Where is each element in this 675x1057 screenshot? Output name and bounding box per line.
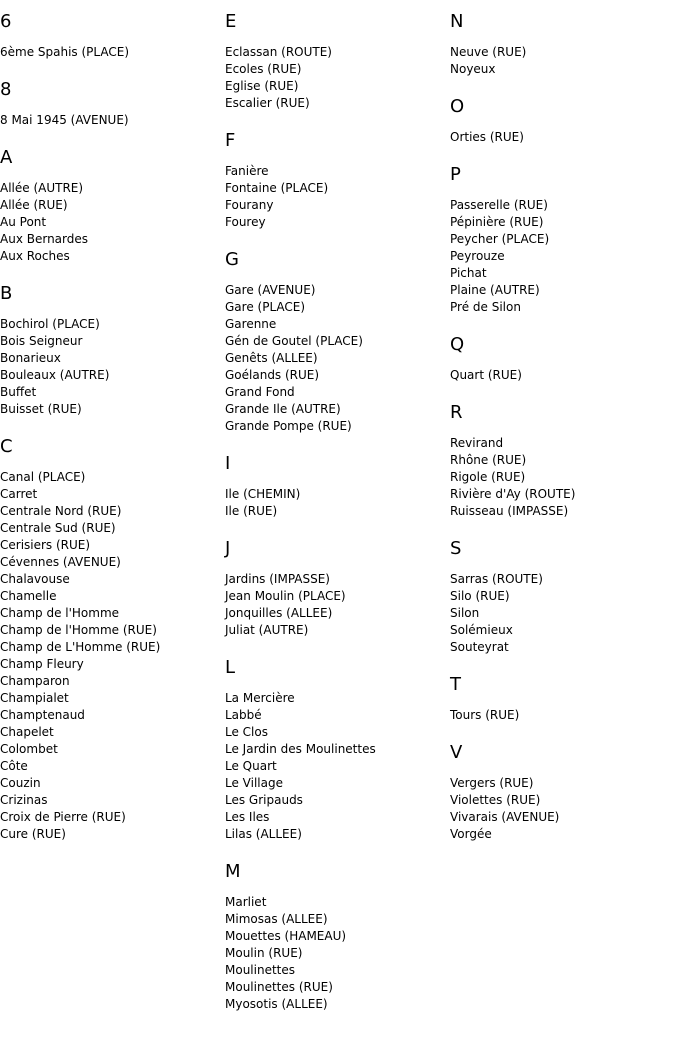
street-link[interactable]: Fanière bbox=[225, 164, 269, 178]
street-list bbox=[450, 129, 670, 146]
letter-heading: J bbox=[225, 538, 231, 559]
street-link[interactable]: Jardins (IMPASSE) bbox=[225, 572, 330, 586]
street-link[interactable]: Buisset (RUE) bbox=[0, 402, 82, 416]
street-link[interactable]: Myosotis (ALLEE) bbox=[225, 997, 328, 1011]
letter-heading: 6 bbox=[0, 11, 12, 32]
street-link[interactable]: Pré de Silon bbox=[450, 300, 521, 314]
letter-group bbox=[450, 403, 670, 520]
street-link[interactable]: Au Pont bbox=[0, 215, 47, 229]
street-link[interactable]: Vergers (RUE) bbox=[450, 776, 534, 790]
street-link[interactable]: Pichat bbox=[450, 266, 487, 280]
street-link[interactable]: Le Jardin des Moulinettes bbox=[225, 742, 376, 756]
street-link[interactable]: Noyeux bbox=[450, 62, 496, 76]
street-link[interactable]: Passerelle (RUE) bbox=[450, 198, 548, 212]
street-link[interactable]: Grande Ile (AUTRE) bbox=[225, 402, 341, 416]
street-link[interactable]: Les Gripauds bbox=[225, 793, 303, 807]
street-link[interactable]: Plaine (AUTRE) bbox=[450, 283, 540, 297]
street-link[interactable]: Chamelle bbox=[0, 589, 57, 603]
street-link[interactable]: Labbé bbox=[225, 708, 262, 722]
street-link[interactable]: Centrale Sud (RUE) bbox=[0, 521, 116, 535]
street-list bbox=[450, 435, 670, 520]
letter-group bbox=[225, 131, 445, 231]
street-link[interactable]: Gare (PLACE) bbox=[225, 300, 306, 314]
street-list bbox=[450, 197, 670, 316]
street-link[interactable]: Rivière d'Ay (ROUTE) bbox=[450, 487, 576, 501]
street-link[interactable]: Peycher (PLACE) bbox=[450, 232, 550, 246]
street-link[interactable]: Solémieux bbox=[450, 623, 513, 637]
street-index-column-1 bbox=[0, 0, 220, 862]
letter-group bbox=[450, 12, 670, 78]
street-link[interactable]: Champaron bbox=[0, 674, 70, 688]
street-link[interactable]: Cure (RUE) bbox=[0, 827, 66, 841]
letter-group bbox=[0, 284, 220, 418]
street-link[interactable]: Cévennes (AVENUE) bbox=[0, 555, 121, 569]
street-link[interactable]: Aux Bernardes bbox=[0, 232, 89, 246]
letter-group bbox=[0, 80, 220, 129]
street-link[interactable]: Grand Fond bbox=[225, 385, 295, 399]
street-link[interactable]: Champ de l'Homme (RUE) bbox=[0, 623, 157, 637]
letter-heading: P bbox=[450, 164, 461, 185]
street-link[interactable]: Canal (PLACE) bbox=[0, 470, 86, 484]
street-list bbox=[225, 163, 445, 231]
street-link[interactable]: Eclassan (ROUTE) bbox=[225, 45, 332, 59]
letter-group bbox=[450, 97, 670, 146]
letter-group bbox=[225, 862, 445, 1013]
street-link[interactable]: Croix de Pierre (RUE) bbox=[0, 810, 126, 824]
street-link[interactable]: Tours (RUE) bbox=[450, 708, 520, 722]
street-link[interactable]: Revirand bbox=[450, 436, 504, 450]
street-link[interactable]: 8 Mai 1945 (AVENUE) bbox=[0, 113, 129, 127]
street-link[interactable]: Ile (CHEMIN) bbox=[225, 487, 301, 501]
letter-group bbox=[0, 437, 220, 843]
street-link[interactable]: Orties (RUE) bbox=[450, 130, 524, 144]
street-list bbox=[0, 316, 220, 418]
letter-heading: A bbox=[0, 147, 13, 168]
street-link[interactable]: Le Village bbox=[225, 776, 283, 790]
street-link[interactable]: Chalavouse bbox=[0, 572, 70, 586]
street-link[interactable]: Garenne bbox=[225, 317, 277, 331]
letter-heading: 8 bbox=[0, 79, 12, 100]
street-link[interactable]: Gare (AVENUE) bbox=[225, 283, 316, 297]
street-link[interactable]: Gén de Goutel (PLACE) bbox=[225, 334, 363, 348]
letter-heading: M bbox=[225, 861, 241, 882]
street-list bbox=[225, 486, 445, 520]
street-link[interactable]: Ruisseau (IMPASSE) bbox=[450, 504, 569, 518]
street-list bbox=[450, 571, 670, 656]
street-link[interactable]: Bois Seigneur bbox=[0, 334, 83, 348]
street-list bbox=[225, 282, 445, 435]
letter-group bbox=[225, 539, 445, 639]
letter-heading: Q bbox=[450, 334, 465, 355]
street-link[interactable]: Lilas (ALLEE) bbox=[225, 827, 302, 841]
letter-group bbox=[450, 675, 670, 724]
letter-heading: G bbox=[225, 249, 239, 270]
street-link[interactable]: Rigole (RUE) bbox=[450, 470, 526, 484]
street-link[interactable]: Grande Pompe (RUE) bbox=[225, 419, 352, 433]
letter-group bbox=[225, 658, 445, 843]
street-link[interactable]: Souteyrat bbox=[450, 640, 509, 654]
street-list bbox=[225, 894, 445, 1013]
street-link[interactable]: Fourany bbox=[225, 198, 274, 212]
street-link[interactable]: Colombet bbox=[0, 742, 58, 756]
street-link[interactable]: Carret bbox=[0, 487, 38, 501]
street-list bbox=[225, 571, 445, 639]
street-list bbox=[0, 44, 220, 61]
letter-group bbox=[450, 165, 670, 316]
street-link[interactable]: Jonquilles (ALLEE) bbox=[225, 606, 333, 620]
street-link[interactable]: Mouettes (HAMEAU) bbox=[225, 929, 347, 943]
letter-heading: T bbox=[450, 674, 461, 695]
street-link[interactable]: Genêts (ALLEE) bbox=[225, 351, 318, 365]
street-link[interactable]: Quart (RUE) bbox=[450, 368, 522, 382]
letter-group bbox=[225, 454, 445, 520]
street-link[interactable]: Chapelet bbox=[0, 725, 54, 739]
letter-group bbox=[0, 148, 220, 265]
street-link[interactable]: Mimosas (ALLEE) bbox=[225, 912, 328, 926]
street-link[interactable]: Le Clos bbox=[225, 725, 268, 739]
letter-heading: N bbox=[450, 11, 464, 32]
street-link[interactable]: La Mercière bbox=[225, 691, 295, 705]
letter-heading: F bbox=[225, 130, 236, 151]
street-link[interactable]: Rhône (RUE) bbox=[450, 453, 527, 467]
street-link[interactable]: Violettes (RUE) bbox=[450, 793, 541, 807]
street-list bbox=[225, 44, 445, 112]
letter-group bbox=[225, 12, 445, 112]
street-list bbox=[450, 44, 670, 78]
street-link[interactable]: Cerisiers (RUE) bbox=[0, 538, 91, 552]
street-list bbox=[450, 775, 670, 843]
letter-heading: S bbox=[450, 538, 462, 559]
letter-group bbox=[225, 250, 445, 435]
street-link[interactable]: Allée (RUE) bbox=[0, 198, 68, 212]
street-link[interactable]: Marliet bbox=[225, 895, 267, 909]
letter-heading: B bbox=[0, 283, 13, 304]
letter-heading: O bbox=[450, 96, 465, 117]
letter-group bbox=[450, 539, 670, 656]
street-list bbox=[0, 469, 220, 843]
street-link[interactable]: Les Iles bbox=[225, 810, 270, 824]
street-index-column-2 bbox=[225, 0, 445, 1032]
street-link[interactable]: Champialet bbox=[0, 691, 69, 705]
letter-group bbox=[450, 743, 670, 843]
street-link[interactable]: Silon bbox=[450, 606, 480, 620]
street-link[interactable]: Champtenaud bbox=[0, 708, 85, 722]
street-list bbox=[450, 707, 670, 724]
letter-group bbox=[0, 12, 220, 61]
street-link[interactable]: Le Quart bbox=[225, 759, 277, 773]
street-link[interactable]: Juliat (AUTRE) bbox=[225, 623, 309, 637]
street-link[interactable]: Champ Fleury bbox=[0, 657, 84, 671]
street-link[interactable]: Allée (AUTRE) bbox=[0, 181, 84, 195]
street-link[interactable]: Fourey bbox=[225, 215, 266, 229]
street-link[interactable]: Aux Roches bbox=[0, 249, 70, 263]
street-link[interactable]: Sarras (ROUTE) bbox=[450, 572, 543, 586]
letter-group bbox=[450, 335, 670, 384]
street-link[interactable]: Jean Moulin (PLACE) bbox=[225, 589, 346, 603]
street-link[interactable]: Escalier (RUE) bbox=[225, 96, 310, 110]
street-link[interactable]: Ile (RUE) bbox=[225, 504, 278, 518]
street-link[interactable]: Buffet bbox=[0, 385, 37, 399]
street-link[interactable]: Crizinas bbox=[0, 793, 48, 807]
street-link[interactable]: Pépinière (RUE) bbox=[450, 215, 544, 229]
letter-heading: L bbox=[225, 657, 236, 678]
street-list bbox=[0, 112, 220, 129]
street-link[interactable]: Champ de L'Homme (RUE) bbox=[0, 640, 161, 654]
street-link[interactable]: Moulinettes bbox=[225, 963, 296, 977]
street-link[interactable]: Eglise (RUE) bbox=[225, 79, 299, 93]
letter-heading: C bbox=[0, 436, 13, 457]
street-link[interactable]: Moulinettes (RUE) bbox=[225, 980, 333, 994]
street-link[interactable]: Silo (RUE) bbox=[450, 589, 510, 603]
street-link[interactable]: Vivarais (AVENUE) bbox=[450, 810, 560, 824]
street-list bbox=[225, 690, 445, 843]
street-link[interactable]: Bonarieux bbox=[0, 351, 61, 365]
street-link[interactable]: Bouleaux (AUTRE) bbox=[0, 368, 110, 382]
street-link[interactable]: Vorgée bbox=[450, 827, 492, 841]
street-index-column-3 bbox=[450, 0, 670, 862]
street-link[interactable]: Couzin bbox=[0, 776, 41, 790]
street-list bbox=[0, 180, 220, 265]
street-link[interactable]: Fontaine (PLACE) bbox=[225, 181, 329, 195]
street-link[interactable]: 6ème Spahis (PLACE) bbox=[0, 45, 130, 59]
letter-heading: V bbox=[450, 742, 463, 763]
letter-heading: I bbox=[225, 453, 231, 474]
street-link[interactable]: Centrale Nord (RUE) bbox=[0, 504, 122, 518]
street-link[interactable]: Côte bbox=[0, 759, 28, 773]
street-link[interactable]: Moulin (RUE) bbox=[225, 946, 303, 960]
street-link[interactable]: Neuve (RUE) bbox=[450, 45, 527, 59]
street-link[interactable]: Peyrouze bbox=[450, 249, 505, 263]
letter-heading: R bbox=[450, 402, 463, 423]
letter-heading: E bbox=[225, 11, 237, 32]
street-list bbox=[450, 367, 670, 384]
street-link[interactable]: Goélands (RUE) bbox=[225, 368, 320, 382]
street-link[interactable]: Bochirol (PLACE) bbox=[0, 317, 100, 331]
street-link[interactable]: Champ de l'Homme bbox=[0, 606, 120, 620]
street-link[interactable]: Ecoles (RUE) bbox=[225, 62, 302, 76]
